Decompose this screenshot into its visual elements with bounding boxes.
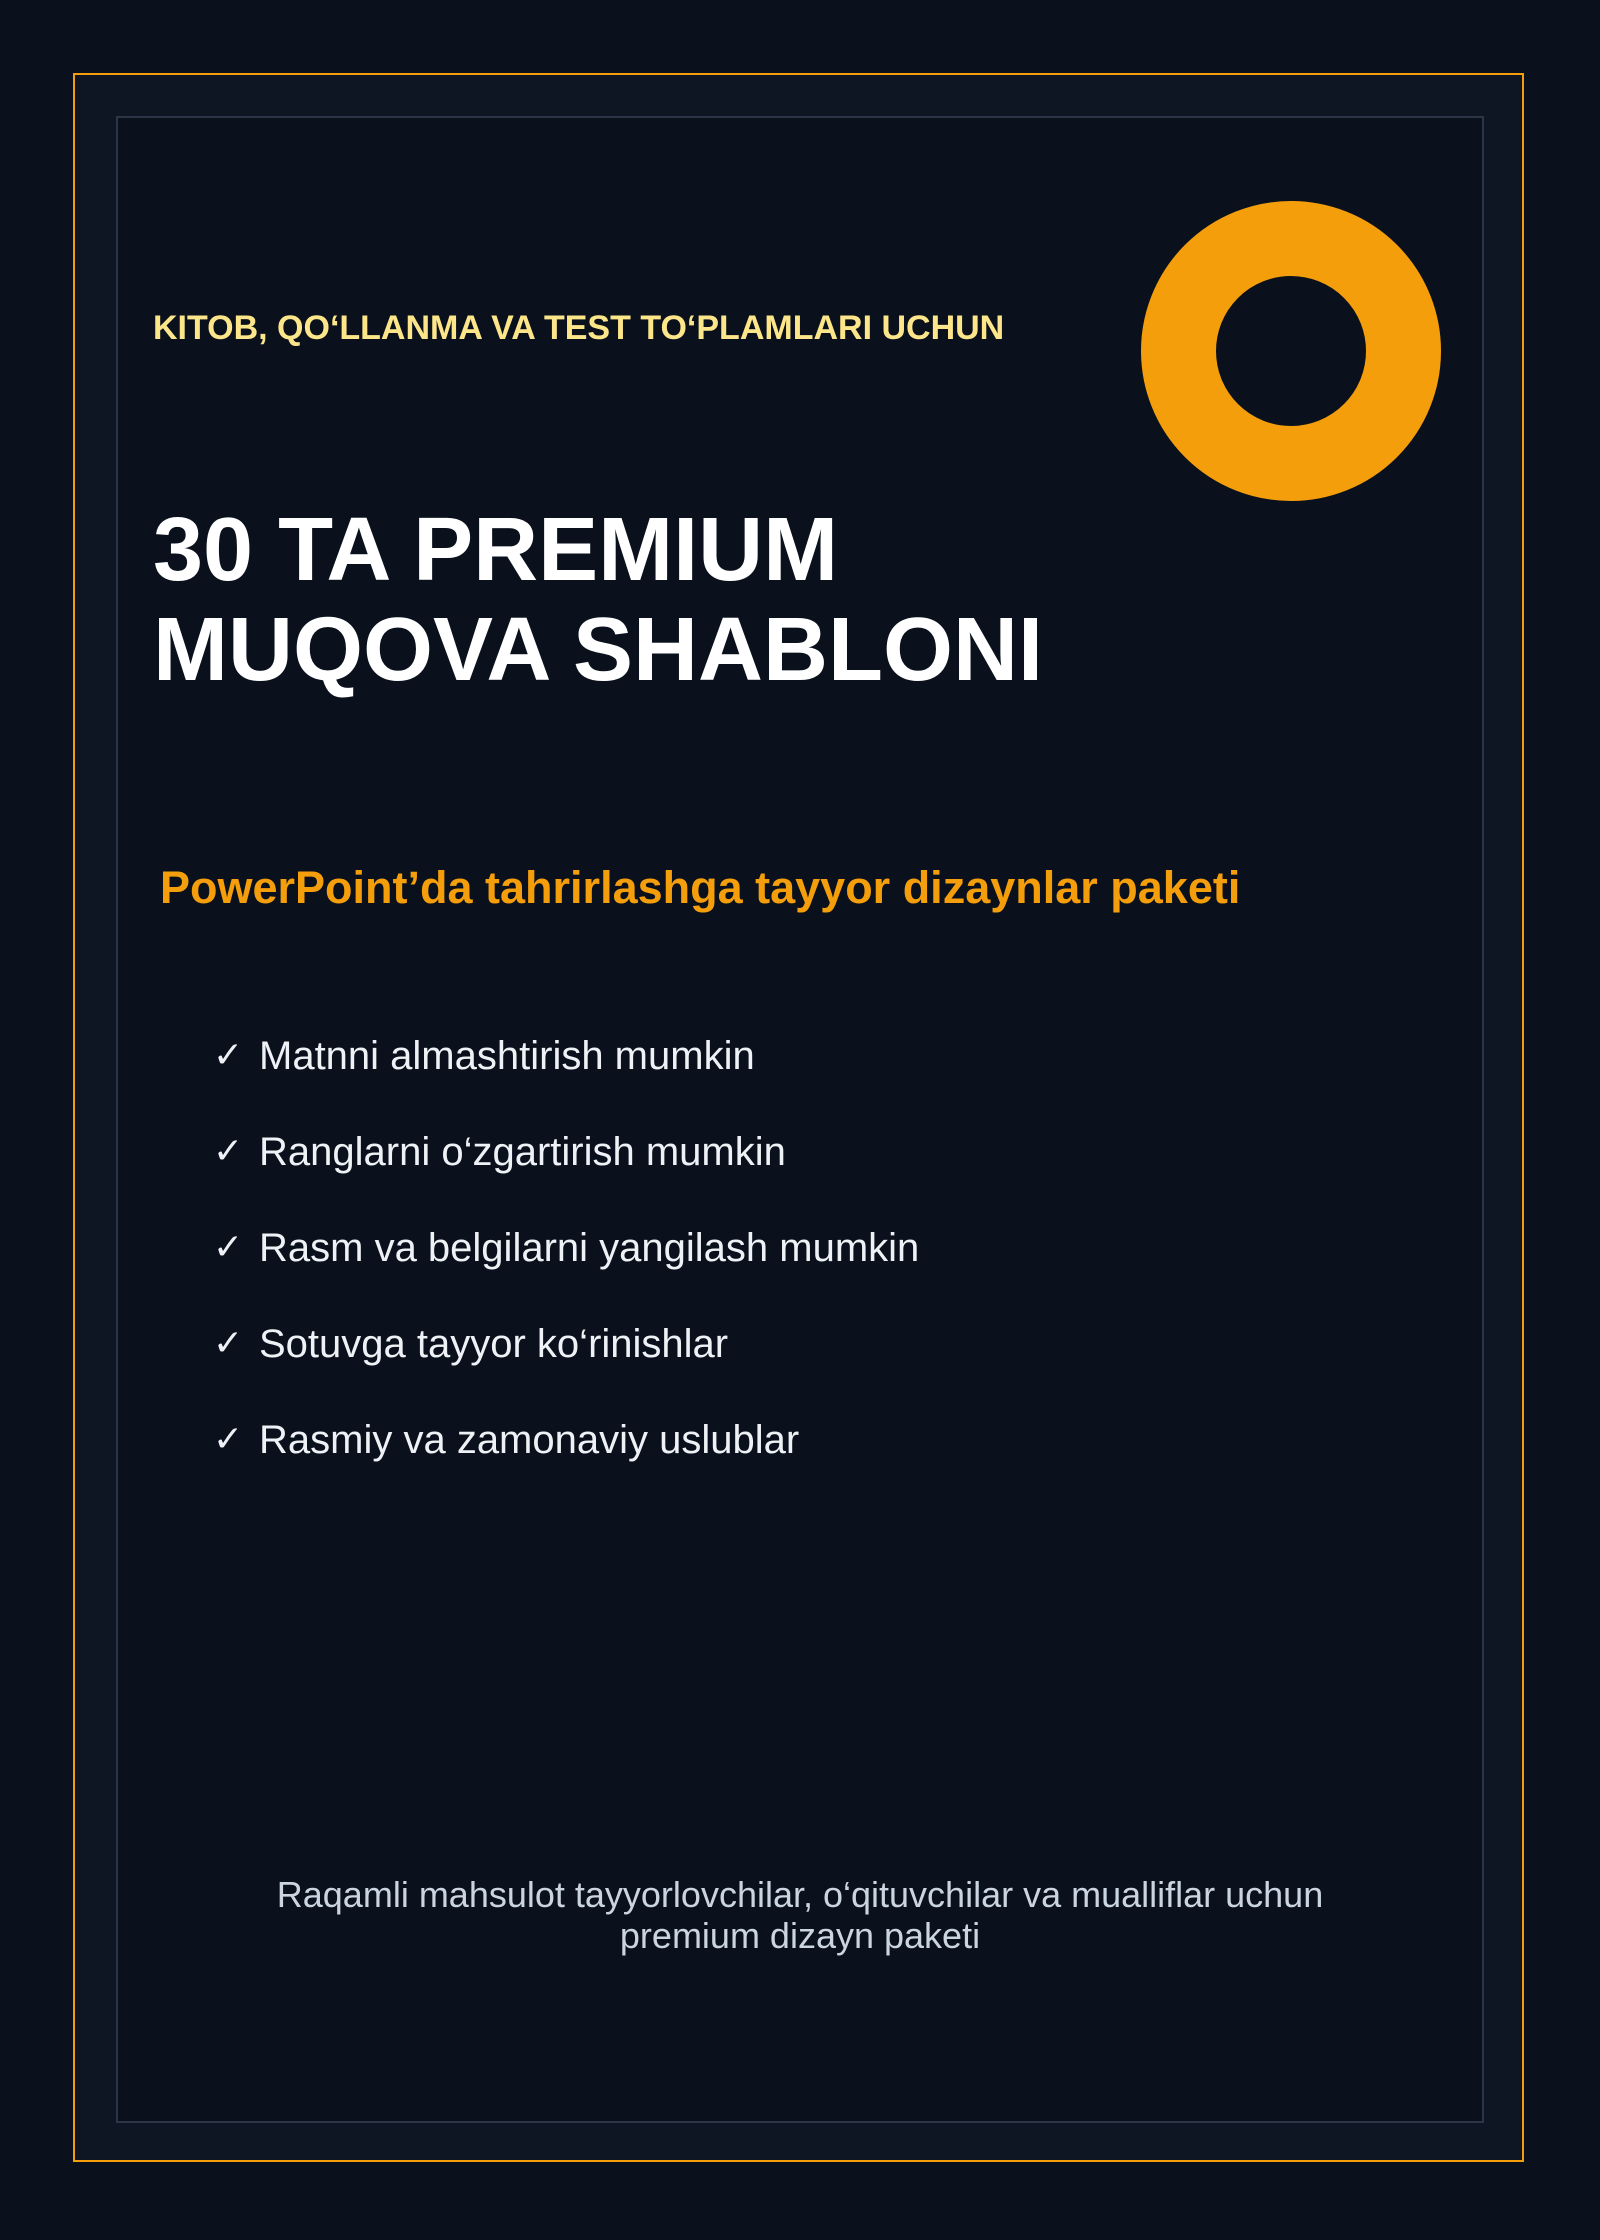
cover-kicker: KITOB, QO‘LLANMA VA TEST TO‘PLAMLARI UCHUN <box>153 309 1005 347</box>
feature-item <box>213 1030 919 1126</box>
feature-text: Sotuvga tayyor ko‘rinishlar <box>259 1322 729 1366</box>
ring-icon <box>1141 201 1441 501</box>
cover-title <box>153 500 1043 700</box>
cover-subtitle: PowerPoint’da tahrirlashga tayyor dizaynlar paketi <box>160 862 1241 913</box>
feature-text: Ranglarni o‘zgartirish mumkin <box>259 1130 786 1174</box>
checkmark-icon: ✓ <box>213 1227 244 1268</box>
feature-item <box>213 1318 919 1414</box>
cover-title-line-1: 30 TA PREMIUM <box>153 500 839 600</box>
cover-footer-line-2: premium dizayn paketi <box>619 1915 981 1956</box>
checkmark-icon: ✓ <box>213 1419 244 1460</box>
feature-text: Rasmiy va zamonaviy uslublar <box>259 1418 800 1462</box>
feature-item <box>213 1414 919 1510</box>
checkmark-icon: ✓ <box>213 1131 244 1172</box>
checkmark-icon: ✓ <box>213 1323 244 1364</box>
cover-title-line-2: MUQOVA SHABLONI <box>153 600 1043 700</box>
feature-item <box>213 1222 919 1318</box>
feature-item <box>213 1126 919 1222</box>
checkmark-icon: ✓ <box>213 1035 244 1076</box>
feature-text: Rasm va belgilarni yangilash mumkin <box>259 1226 920 1270</box>
cover-footer <box>116 1874 1484 1956</box>
feature-list <box>213 1030 919 1510</box>
cover-footer-line-1: Raqamli mahsulot tayyorlovchilar, o‘qituvchilar va mualliflar uchun <box>276 1874 1324 1915</box>
feature-text: Matnni almashtirish mumkin <box>259 1034 755 1078</box>
